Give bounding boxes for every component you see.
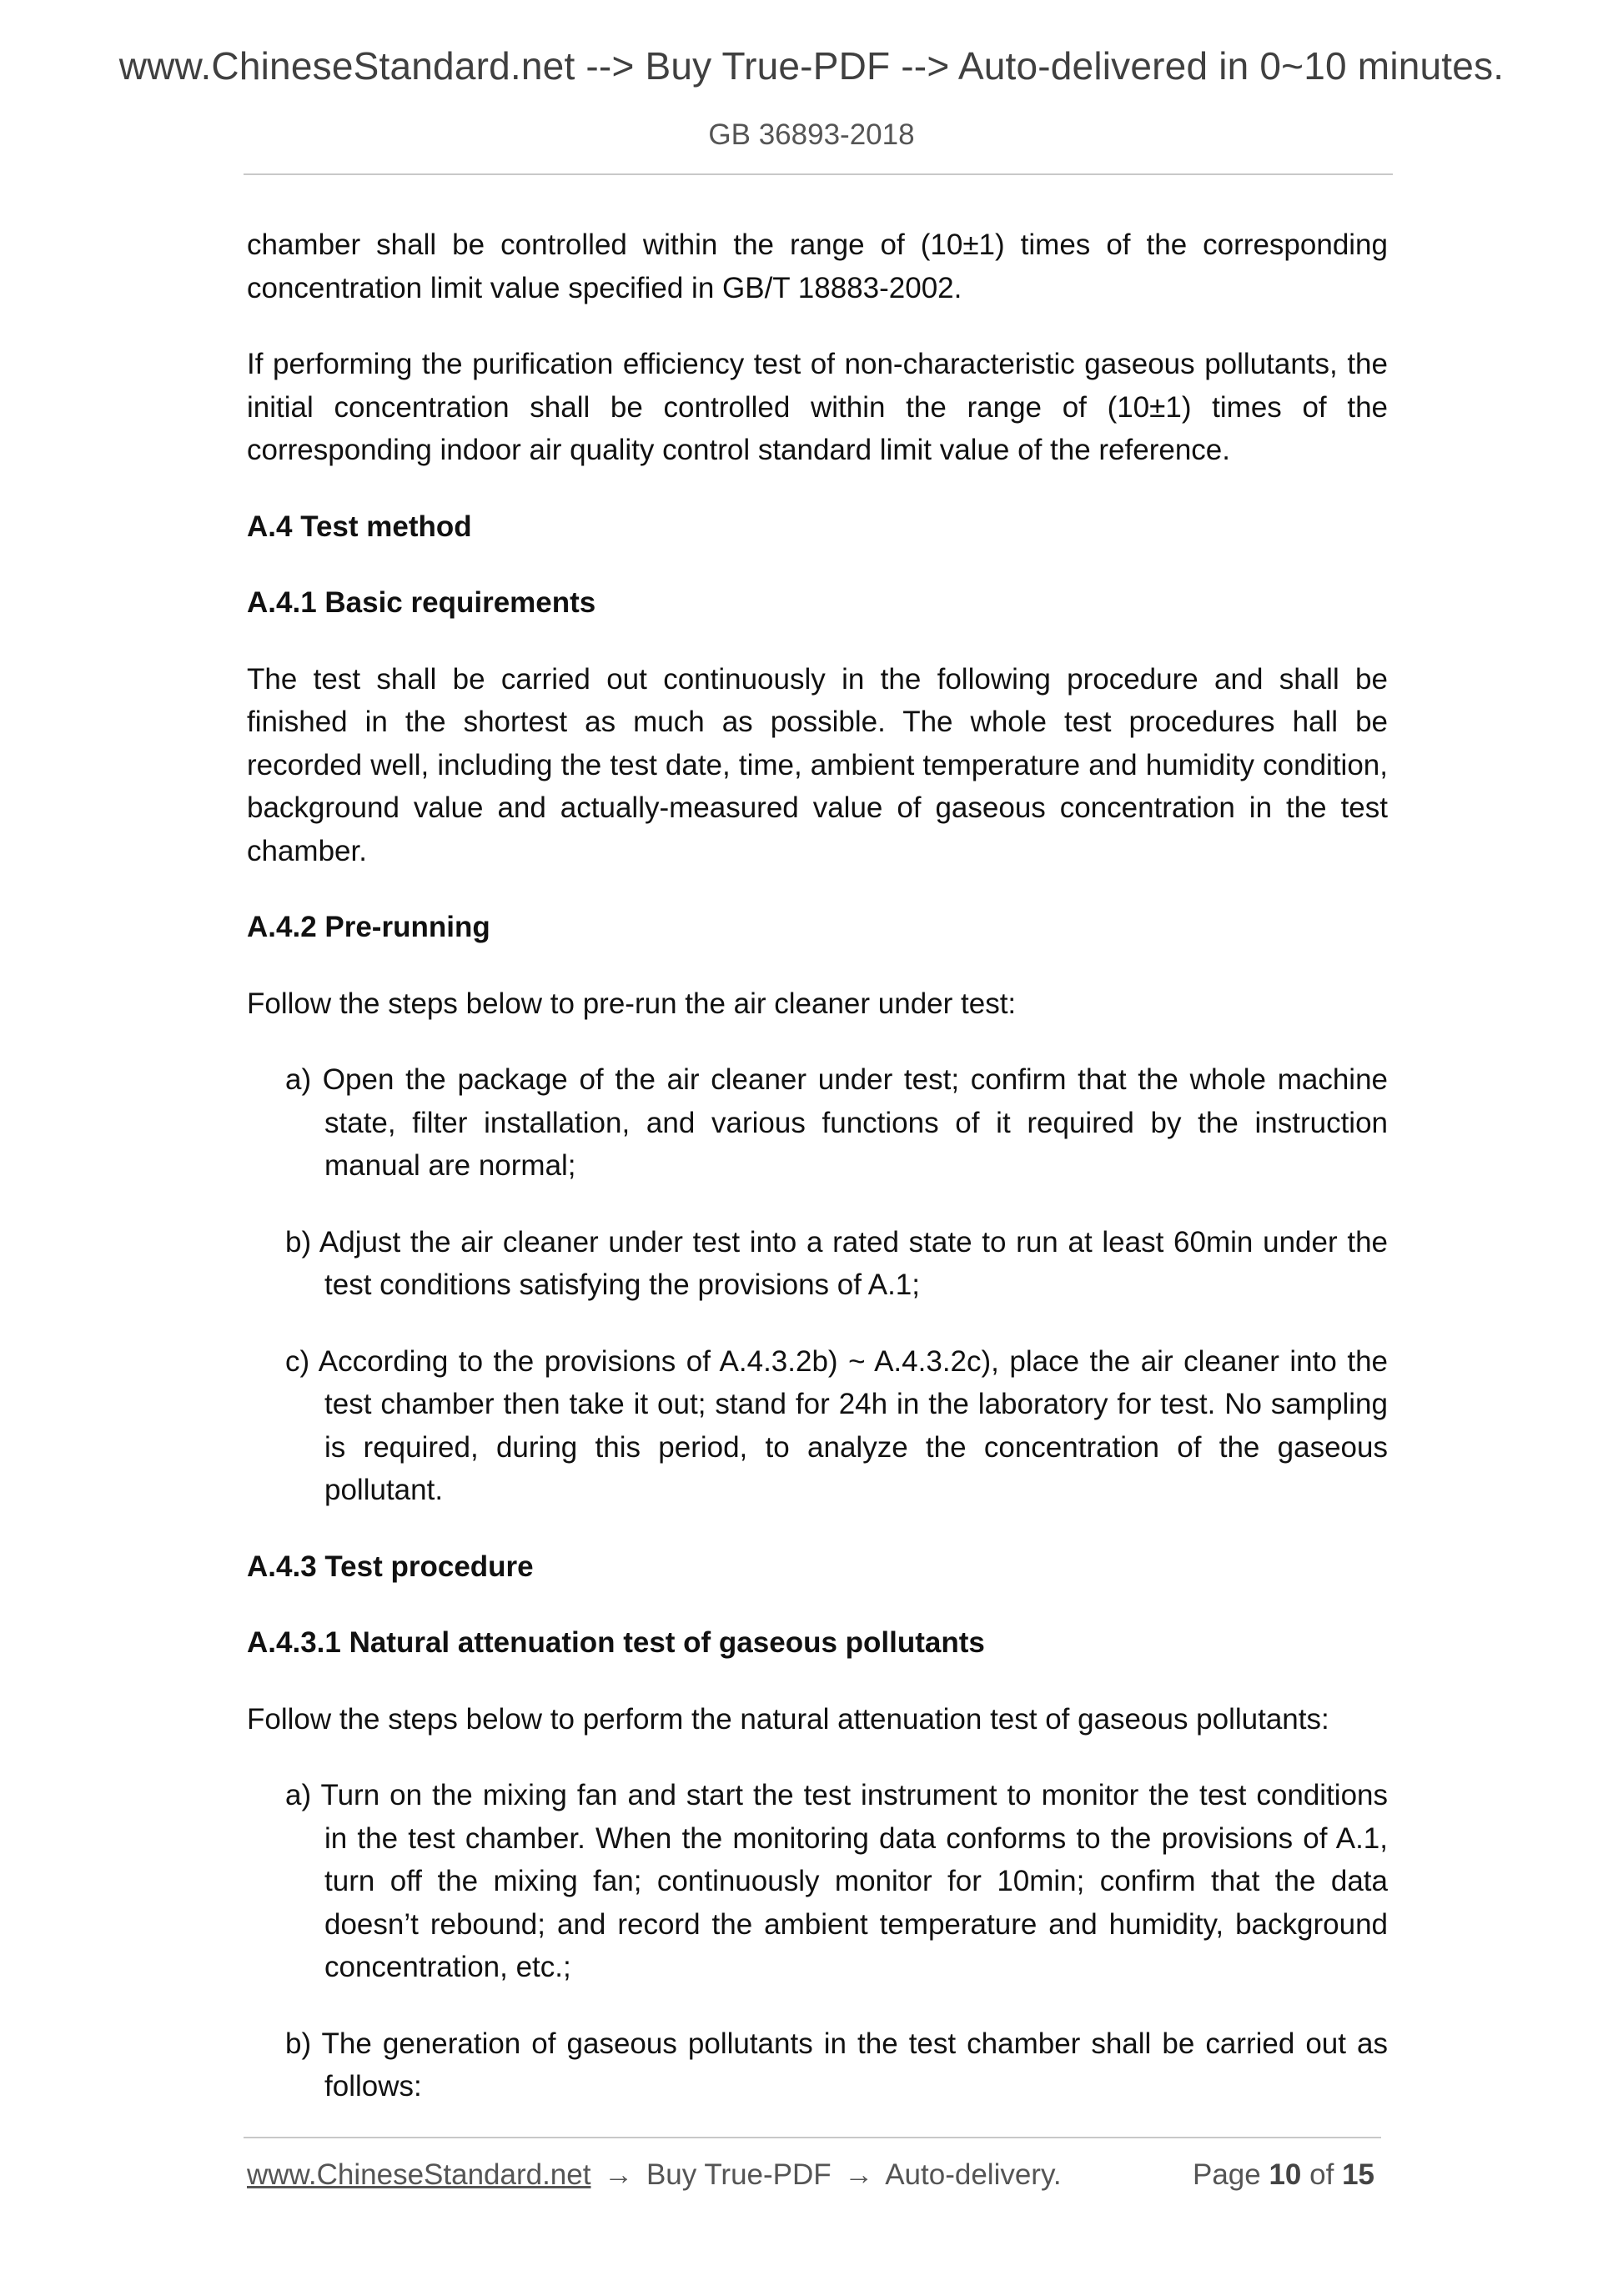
of-label: of — [1309, 2158, 1334, 2191]
heading-a431-natural-attenuation: A.4.3.1 Natural attenuation test of gaseous pollutants — [247, 1626, 985, 1659]
page-number — [1193, 2158, 1374, 2192]
arrow-right-icon: → — [844, 2158, 874, 2191]
paragraph-natural-attenuation-intro: Follow the steps below to perform the natural attenuation test of gaseous pollutants: — [247, 1702, 1329, 1736]
footer-auto-text: Auto-delivery. — [885, 2158, 1062, 2191]
footer-divider — [244, 2137, 1381, 2138]
standard-code: GB 36893-2018 — [708, 118, 915, 151]
footer-site-link[interactable]: www.ChineseStandard.net — [247, 2158, 591, 2191]
site-banner: www.ChineseStandard.net --> Buy True-PDF --> Auto-delivered in 0~10 minutes. — [118, 44, 1505, 88]
heading-a43-test-procedure: A.4.3 Test procedure — [247, 1550, 534, 1583]
page-footer — [247, 2158, 1378, 2192]
heading-a42-pre-running: A.4.2 Pre-running — [247, 911, 490, 943]
list-item-natural-a: a) Turn on the mixing fan and start the test instrument to monitor the test conditions in the test chamber. When the monitoring data conforms to the provisions of A.1, turn off the mixing fan; continuously monitor for 10min; confirm that the data doesn’t rebound; and record the ambient temperature and humidity, background concentration, etc.; — [285, 1779, 1388, 1983]
paragraph-non-characteristic-pollutants: If performing the purification efficiency test of non-characteristic gaseous pollutants, the initial concentration shall be controlled within the range of (10±1) times of the corresponding indoor air quality control standard limit value of the reference. — [247, 348, 1388, 466]
list-item-pre-run-b: b) Adjust the air cleaner under test into a rated state to run at least 60min under the test conditions satisfying the provisions of A.1; — [285, 1225, 1388, 1301]
paragraph-pre-run-intro: Follow the steps below to pre-run the air cleaner under test: — [247, 987, 1017, 1020]
header-divider — [244, 173, 1393, 175]
heading-a41-basic-requirements: A.4.1 Basic requirements — [247, 586, 596, 619]
document-body — [247, 224, 1388, 2142]
list-item-pre-run-c: c) According to the provisions of A.4.3.2b) ~ A.4.3.2c), place the air cleaner into the test chamber then take it out; stand for 24h in the laboratory for test. No sampling is required, during this period, to analyze the concentration of the gaseous pollutant. — [285, 1344, 1388, 1506]
paragraph-chamber-concentration: chamber shall be controlled within the range of (10±1) times of the corresponding concentration limit value specified in GB/T 18883-2002. — [247, 229, 1388, 304]
paragraph-basic-requirements: The test shall be carried out continuously in the following procedure and shall be finished in the shortest as much as possible. The whole test procedures hall be recorded well, including the test date, time, ambient temperature and humidity condition, background value and actually-measured value of gaseous concentration in the test chamber. — [247, 662, 1388, 867]
total-pages: 15 — [1342, 2158, 1374, 2191]
current-page: 10 — [1269, 2158, 1302, 2191]
list-item-pre-run-a: a) Open the package of the air cleaner under test; confirm that the whole machine state, filter installation, and various functions of it required by the instruction manual are normal; — [285, 1063, 1388, 1182]
list-item-natural-b: b) The generation of gaseous pollutants in the test chamber shall be carried out as follows: — [285, 2027, 1388, 2103]
heading-a4-test-method: A.4 Test method — [247, 510, 472, 543]
page-label: Page — [1192, 2158, 1261, 2191]
footer-buy-text: Buy True-PDF — [646, 2158, 832, 2191]
arrow-right-icon: → — [604, 2158, 634, 2191]
